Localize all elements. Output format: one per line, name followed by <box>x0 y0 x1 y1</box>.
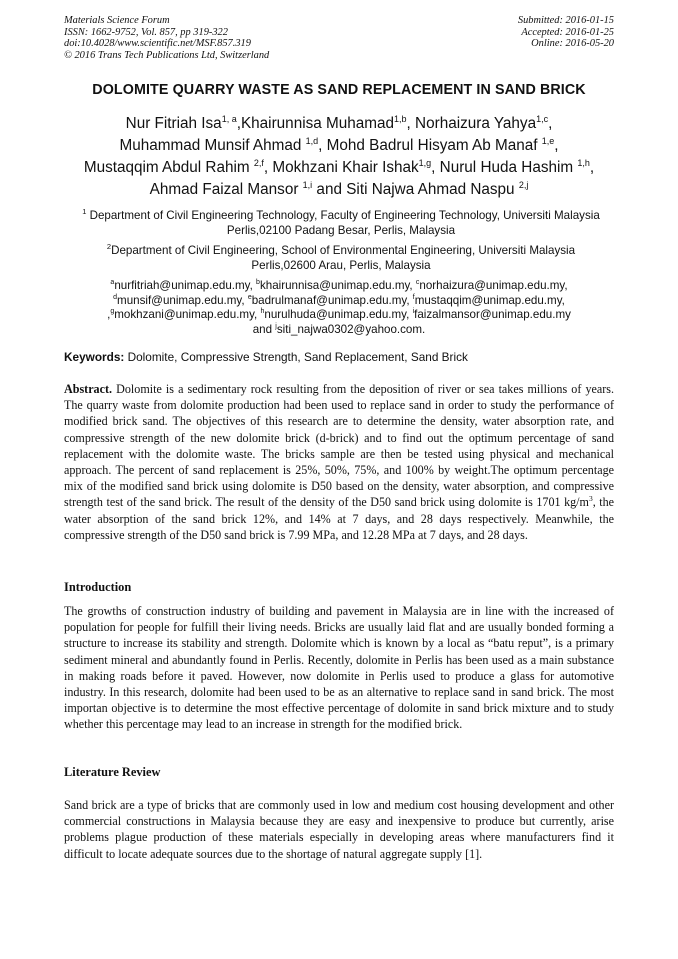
author-separator: , <box>554 137 559 154</box>
affiliation-text: Department of Civil Engineering, School of Environmental Engineering, Universiti Malaysia Perlis,02600 Arau, Perlis, Malaysia <box>111 244 576 272</box>
author-separator: , <box>236 115 241 132</box>
author-line <box>40 157 638 179</box>
email-line <box>64 294 614 309</box>
section-heading-literature-review: Literature Review <box>64 765 161 779</box>
abstract-superscript: 3 <box>588 494 593 504</box>
email-line <box>64 323 614 338</box>
author-name: Norhaizura Yahya <box>415 115 537 132</box>
email-mark: i <box>412 308 415 316</box>
email-address[interactable]: nurulhuda@unimap.edu.my <box>264 308 407 321</box>
author-separator: , <box>589 159 595 176</box>
email-address[interactable]: norhaizura@unimap.edu.my <box>419 279 565 292</box>
email-separator: , <box>249 279 257 292</box>
affiliation-text: Department of Civil Engineering Technology, Faculty of Engineering Technology, Universiti Malaysia Perlis,02100 Padang Besar, Perlis, Malaysia <box>86 209 600 237</box>
keywords <box>64 350 614 364</box>
journal-copyright: © 2016 Trans Tech Publications Ltd, Switzerland <box>64 49 270 61</box>
author-affil-mark: 1,b <box>394 113 407 124</box>
email-address[interactable]: faizalmansor@unimap.edu.my <box>414 308 571 321</box>
email-address[interactable]: khairunnisa@unimap.edu.my <box>259 279 410 292</box>
email-separator: , <box>409 279 416 292</box>
email-address[interactable]: nurfitriah@unimap.edu.my <box>114 279 250 292</box>
email-address[interactable]: munsif@unimap.edu.my <box>117 293 242 307</box>
introduction-paragraph: The growths of construction industry of building and pavement in Malaysia are in line with the increased of population for people for fulfill their living needs. Bricks are usually laid flat and are usually bonded forming a structure to increase its stability and strength. Dolomite which is known by a local as “batu reput”, is a primary sediment mineral and abundantly found in Perlis. Recently, dolomite in Perlis has been used as a main substance in making roads before it paved. However, now dolomite in Perlis used to produce a glass for automotive industry. In this research, dolomite had been used to be as an alternative to replace sand in sand brick. The most importan objective is to determine the most effective percentage of dolomite in sand brick mixture and to study whether this percentage may lead to an increase in strength for the modified brick. <box>64 604 614 732</box>
keywords-text: Dolomite, Compressive Strength, Sand Replacement, Sand Brick <box>124 350 468 364</box>
email-separator: , <box>406 308 413 321</box>
affiliation-1 <box>76 208 606 238</box>
email-address[interactable]: badrulmanaf@unimap.edu.my <box>251 293 407 307</box>
date-submitted: Submitted: 2016-01-15 <box>517 15 614 26</box>
author-separator: , <box>263 159 273 176</box>
journal-info <box>64 15 269 61</box>
date-accepted: Accepted: 2016-01-25 <box>521 26 614 38</box>
author-line <box>40 113 638 135</box>
email-line <box>64 279 614 294</box>
author-separator: , <box>548 115 553 132</box>
author-affil-mark: 2,j <box>518 179 529 190</box>
keywords-label: Keywords: <box>64 350 125 364</box>
author-name: Mustaqqim Abdul Rahim <box>83 159 254 176</box>
author-name: Nur Fitriah Isa <box>125 115 222 132</box>
author-affil-mark: 1,h <box>577 157 590 168</box>
email-separator: . <box>422 322 426 336</box>
abstract-text: Dolomite is a sedimentary rock resulting from the deposition of river or sea takes millions of years. The quarry waste from dolomite production had been used to replace sand in order to study the performance of modified brick sand. The objectives of this research are to determine the density, water absorption rate, and compressive strength of the new dolomite brick (d-brick) and to find out the optimum percentage of sand replacement with the dolomite waste. The bricks sample are then be tested using physical and mechanical approach. The percent of sand replacement is 25%, 50%, 75%, and 100% by weight.The optimum percentage mix of the modified sand brick using dolomite is D50 based on the density, water absorption, and compressive strength test of the sand brick. The result of the density of the D50 sand brick using dolomite is 1701 kg/m <box>64 382 614 510</box>
author-list <box>40 113 638 201</box>
email-address[interactable]: mokhzani@unimap.edu.my <box>114 308 255 321</box>
author-affil-mark: 1,i <box>302 179 313 190</box>
affiliation-2 <box>76 243 606 273</box>
email-mark: e <box>247 293 252 301</box>
author-name: Mokhzani Khair Ishak <box>272 159 419 176</box>
author-name: Ahmad Faizal Mansor <box>149 181 303 198</box>
submission-dates <box>518 15 614 50</box>
author-name: Mohd Badrul Hisyam Ab Manaf <box>326 137 542 154</box>
abstract-label: Abstract. <box>64 382 113 396</box>
author-affil-mark: 1,c <box>536 113 549 124</box>
author-line <box>40 179 638 201</box>
author-separator: , <box>431 159 440 176</box>
author-separator: , <box>318 137 327 154</box>
email-mark: g <box>110 308 115 316</box>
email-mark: d <box>113 293 118 301</box>
abstract-text: , the water absorption of the sand brick 12%, and 14% at 7 days, and 28 days respectively. Meanwhile, the compressive strength of the D50 sand brick is 7.99 MPa, and 12.28 MPa at 7 days, and 28 days. <box>64 495 614 542</box>
journal-doi: doi:10.4028/www.scientific.net/MSF.857.319 <box>64 38 251 49</box>
section-heading-introduction: Introduction <box>64 580 132 594</box>
email-mark: b <box>256 279 260 287</box>
literature-review-paragraph: Sand brick are a type of bricks that are commonly used in low and medium cost housing development and other commercial constructions in Malaysia because they are easy and inexpensive to produce but currently, arise problems plague production of these materials especially in developing areas where manufacturers find it difficult to locate adequate sources due to the shortage of natural aggregate supply [1]. <box>64 798 614 861</box>
email-line <box>64 308 614 323</box>
author-line <box>40 135 638 157</box>
author-separator: , <box>406 115 416 132</box>
email-mark: j <box>275 322 277 330</box>
email-mark: h <box>260 308 265 316</box>
email-separator: , <box>241 293 248 307</box>
email-mark: c <box>415 279 420 287</box>
author-name: Muhammad Munsif Ahmad <box>119 137 306 154</box>
author-affil-mark: 1,d <box>305 135 319 146</box>
email-separator: , <box>107 308 111 321</box>
email-separator: and <box>252 322 276 336</box>
author-separator: and <box>312 181 347 198</box>
date-online: Online: 2016-05-20 <box>531 38 614 49</box>
abstract <box>64 381 614 543</box>
email-address[interactable]: siti_najwa0302@yahoo.com <box>276 322 423 336</box>
author-name: Siti Najwa Ahmad Naspu <box>346 181 519 198</box>
email-separator: , <box>561 293 565 307</box>
email-list <box>64 279 614 337</box>
email-mark: f <box>412 293 415 301</box>
affiliation-number: 2 <box>106 242 112 252</box>
author-affil-mark: 1,e <box>541 135 555 146</box>
journal-issn: ISSN: 1662-9752, Vol. 857, pp 319-322 <box>64 26 228 38</box>
email-address[interactable]: mustaqqim@unimap.edu.my <box>414 293 562 307</box>
author-name: Nurul Huda Hashim <box>439 159 578 176</box>
email-mark: a <box>110 279 115 287</box>
email-separator: , <box>254 308 261 321</box>
email-separator: , <box>406 293 413 307</box>
email-separator: , <box>564 279 568 292</box>
author-affil-mark: 1,g <box>418 157 432 168</box>
author-name: Khairunnisa Muhamad <box>240 115 395 132</box>
affiliation-number: 1 <box>82 207 87 217</box>
author-affil-mark: 2,f <box>253 157 264 168</box>
author-affil-mark: 1, a <box>221 113 237 124</box>
paper-title: DOLOMITE QUARRY WASTE AS SAND REPLACEMENT IN SAND BRICK <box>92 82 586 98</box>
journal-name: Materials Science Forum <box>64 15 170 26</box>
